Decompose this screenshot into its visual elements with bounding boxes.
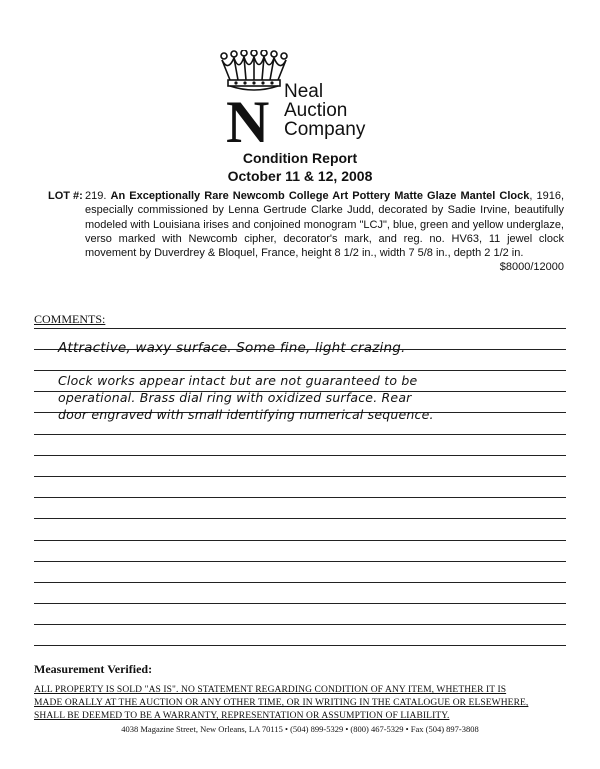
ruled-line — [34, 497, 566, 498]
measurement-verified-label: Measurement Verified: — [34, 662, 153, 676]
lot-headline: An Exceptionally Rare Newcomb College Art Pottery Matte Glaze Mantel Clock — [110, 190, 530, 202]
ruled-line — [34, 540, 566, 541]
ruled-line — [34, 624, 566, 625]
disclaimer-line: MADE ORALLY AT THE AUCTION OR ANY OTHER TIME, OR IN WRITING IN THE CATALOGUE OR ELSEWHERE, — [34, 698, 529, 708]
company-address: 4038 Magazine Street, New Orleans, LA 70115 • (504) 899-5329 • (800) 467-5329 • Fax (504) 897-3808 — [121, 724, 479, 734]
ruled-line — [34, 476, 566, 477]
ruled-line — [34, 603, 566, 604]
lot-estimate: $8000/12000 — [499, 261, 564, 274]
handwritten-comment-line: Attractive, waxy surface. Some fine, light crazing. — [58, 340, 406, 356]
auction-dates: October 11 & 12, 2008 — [227, 168, 373, 184]
comments-label: COMMENTS: — [34, 312, 106, 326]
ruled-line — [34, 582, 566, 583]
ruled-line — [34, 561, 566, 562]
ruled-line — [34, 434, 566, 435]
ruled-line — [34, 328, 566, 329]
logo-word-company: Company — [284, 119, 366, 140]
lot-label: LOT #: — [48, 190, 83, 202]
lot-details: , 1916, especially commissioned by Lenna Gertrude Clarke Judd, decorated by Sadie Irvine, beautifully modeled with Louisiana irises and conjoined monogram "LCJ", blue, green and yellow underglaze, verso marked with Newcomb cipher, decorator's mark, and reg. no. HV63, 11 jewel clock movement by Duverdrey & Bloquel, France, height 8 1/2 in., width 7 5/8 in., depth 2 1/2 in. — [85, 190, 564, 260]
disclaimer-line: SHALL BE DEEMED TO BE A WARRANTY, REPRESENTATION OR ASSUMPTION OF LIABILITY. — [34, 711, 450, 721]
lot-description-block — [48, 189, 564, 275]
handwritten-comment-line: Clock works appear intact but are not guaranteed to be — [58, 373, 418, 388]
logo-word-neal: Neal — [284, 81, 324, 102]
logo-word-auction: Auction — [284, 100, 348, 121]
handwritten-comment-line: door engraved with small identifying numerical sequence. — [58, 407, 434, 422]
ruled-line — [34, 518, 566, 519]
lot-number: 219. — [85, 190, 107, 202]
handwritten-comment-line: operational. Brass dial ring with oxidized surface. Rear — [58, 390, 412, 405]
logo-monogram: N — [226, 89, 270, 155]
report-title: Condition Report — [242, 150, 358, 166]
ruled-line — [34, 370, 566, 371]
liability-disclaimer — [34, 684, 574, 723]
ruled-line — [34, 455, 566, 456]
ruled-line — [34, 645, 566, 646]
disclaimer-line: ALL PROPERTY IS SOLD "AS IS". NO STATEMENT REGARDING CONDITION OF ANY ITEM, WHETHER IT IS — [34, 685, 507, 695]
